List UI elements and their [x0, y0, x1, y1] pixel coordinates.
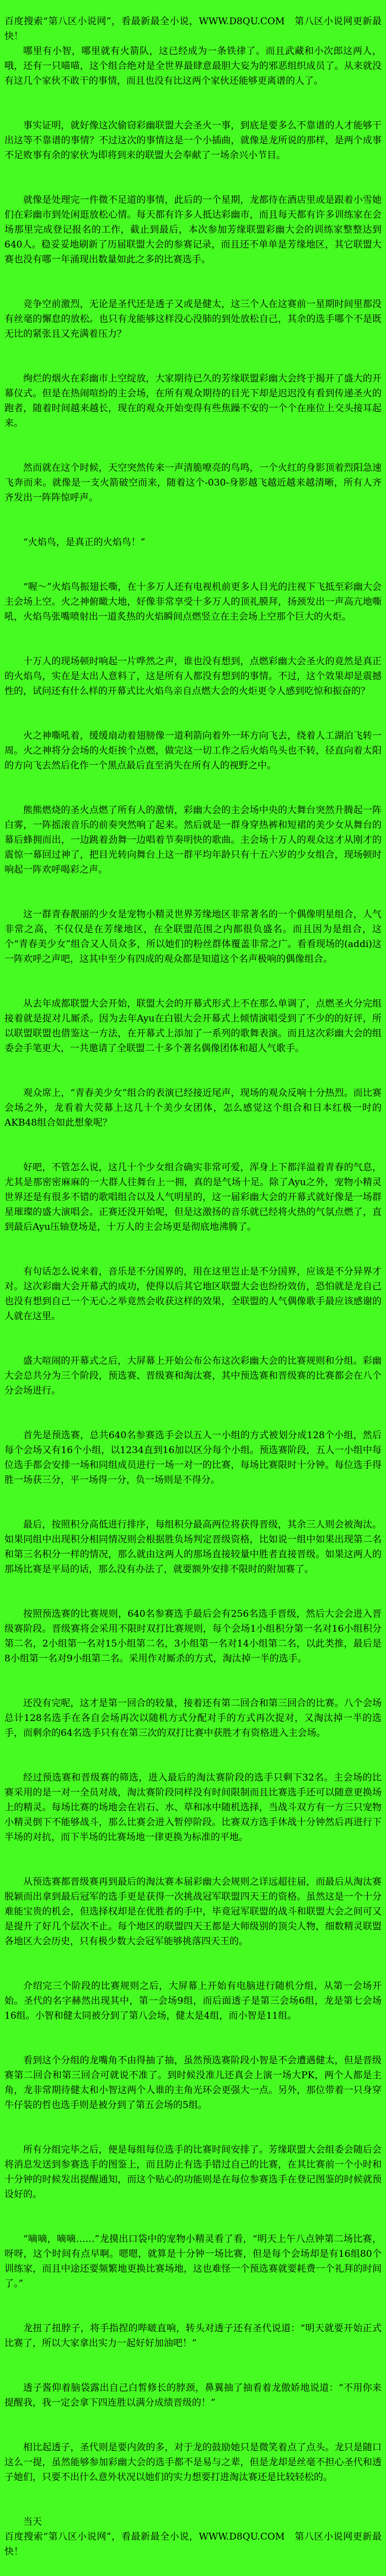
promo-header-line: 百度搜索“第八区小说网”，看最新最全小说，WWW.D8QU.COM 第八区小说网更新最快！	[4, 16, 382, 42]
novel-paragraph: 看到这个分组的龙嘴角不由得抽了抽，虽然预选赛阶段小智是不会遭遇健太，但是晋级赛第二回合和第三回合可就说不准了。到时候没准儿还真会上演一场大PK，两个人都是主角，龙非常期待健太和小智这两个人谁的主角光环会更强大一点。另外，那位带着一只身穿牛仔装的哲也选手则是被分到了第五会场的5组。	[4, 2055, 382, 2111]
novel-paragraph: 按照预选赛的比赛规则，640名参赛选手最后会有256名选手晋级，然后大会会进入晋级赛阶段。晋级赛将会采用不限时双打比赛规则，每个会场1小组积分第一名对16小组积分第二名，2小组第一名对15小组第二名，3小组第一名对14小组第二名，以此类推，最后是8小组第一名对9小组第二名。采用作对厮杀的方式，淘汰掉一半的选手。	[4, 1609, 382, 1664]
novel-paragraph: 从去年成都联盟大会开始，联盟大会的开幕式形式上不在那么单调了，点燃圣火分完组接着就是捉对儿厮杀。因为去年Ayu在白银大会开幕式上倾情演唱受到了不少的的好评，所以联盟联盟也借鉴这一方法，在开幕式上添加了一系列的歌舞表演。而且这次彩幽大会的组委会手笔更大，一共邀请了全联盟二十多个著名偶像团体和超人气歌手。	[4, 998, 382, 1054]
novel-paragraph: 还没有完呢，这才是第一回合的较量，接着还有第二回合和第三回合的比赛。八个会场总计128名选手在各自会场再次以随机方式分配对手的方式再次捉对，又淘汰掉一半的选手，而剩余的64名选手只有在第三次的双打比赛中获胜才有资格进入主会场。	[4, 1698, 382, 1739]
novel-paragraph: 哪里有小智，哪里就有火箭队，这已经成为一条铁律了。而且武藏和小次郎这两人，哦，还有一只喵喵，这个组合绝对是全世界最肆意最胆大妄为的邪恶组织成员了。从来就没有这几个家伙不敢干的事情，而且也没有比这两个家伙还能够更离谱的人了。	[4, 46, 382, 87]
novel-paragraph: 有句话怎么说来着，音乐是不分国界的，用在这里岂止是不分国界，应该是不分异界才对。这次彩幽大会开幕式的成功，使得以后其它地区联盟大会也纷纷效仿，恐怕就是龙自己也没有想到自己一个无心之举竟然会收获这样的效果，全联盟的人气偶像歌手最应该感谢的人就在这里。	[4, 1266, 382, 1322]
novel-paragraph: 这一群青春靓丽的少女是宠物小精灵世界芳缘地区非常著名的一个偶像明星组合，人气非常之高，不仅仅是在芳缘地区，在全联盟范围之内都很负盛名。而且因为是组合，这个“青春美少女”组合又人员众多，所以她们的粉丝群体覆盖非常之广。看看现场的(addi)这一阵欢呼之声吧，这其中至少有四成的观众都是知道这个名声极响的偶像组合。	[4, 909, 382, 965]
novel-paragraph: 相比起透子，圣代则是要内敛的多，对于龙的鼓励她只是微笑着点了点头。龙只是随口这么一提，虽然能够参加彩幽大会的选手都不是易与之辈，但是龙却是丝毫不担心圣代和透子她们，只要不出什么意外状况以她们的实力想要打进淘汰赛还是比较轻松的。	[4, 2442, 382, 2483]
novel-paragraphs	[4, 44, 382, 2485]
novel-paragraph: 所有分组完毕之后，便是每组每位选手的比赛时间安排了。芳缘联盟大会组委会随后会将消息发送到参赛选手的图鉴上，而且防止有选手错过自己的比赛，在其比赛前一个小时和十分钟的时候发出提醒通知，而这个贴心的功能则是在每位参赛选手在登记图鉴的时候就预设好的。	[4, 2144, 382, 2200]
novel-paragraph: 十万人的现场顿时响起一片哗然之声，谁也没有想到，点燃彩幽大会圣火的竟然是真正的火焰鸟，实在是太出人意料了，这是所有人都没有想到的事情。不过，这个效果却是震撼性的，试问还有什么样的开幕式比火焰鸟亲自点燃大会的火炬更令人感到吃惊和振奋的？	[4, 656, 382, 697]
novel-paragraph: “火焰鸟，是真正的火焰鸟！”	[23, 537, 146, 548]
novel-paragraph: 就像是处理完一件微不足道的事情，此后的一个星期，龙都待在酒店里或是跟着小雪她们在彩幽市到处闲逛放松心情。每天都有许多人抵达彩幽市，而且每天都有许多训练家在会场那里完成登记报名的工作，截止到最后，本次参加芳缘联盟彩幽大会的训练家整整达到640人。稳妥妥地刷新了历届联盟大会的参赛记录，而且还不单单是芳缘地区，其它联盟大赛也没有哪一年涌现出数量如此之多的比赛选手。	[4, 195, 382, 265]
novel-paragraph: 好吧，不管怎么说，这几十个少女组合确实非常可爱，浑身上下都洋溢着青春的气息，尤其是那密密麻麻的一大群人往舞台上一拥，真的是气场十足。除了Ayu之外，宠物小精灵世界还是有很多不错的歌唱组合以及人气明星的，这一届彩幽大会的开幕式就好像是一场群星璀璨的盛大演唱会。正赛还没开始呢，但是这激扬的音乐就已经将火热的气氛点燃了，直到最后Ayu压轴登场是，十万人的主会场更是彻底地沸腾了。	[4, 1162, 382, 1233]
novel-paragraph: 盛大喧闹的开幕式之后，大屏幕上开始公布公布这次彩幽大会的比赛规则和分组。彩幽大会总共分为三个阶段，预选赛、晋级赛和淘汰赛，其中预选赛和晋级赛的比赛都会在八个分会场进行。	[4, 1356, 382, 1396]
novel-paragraph: 从预选赛都晋级赛再到最后的淘汰赛本届彩幽大会规则之详远超往届，而最后从淘汰赛脱颖而出拿到最后冠军的选手更是获得一次挑战冠军联盟四天王的资格。虽然这是一个十分难能宝贵的机会，但选择权却是在优胜者的手中，毕竟冠军联盟的战斗和联盟大会之间可又是提升了好几个层次不止。每个地区的联盟四天王都是大师级别的顶尖人物，细数精灵联盟各地区大会历史，只有极少数大会冠军能够挑落四天王的。	[4, 1876, 382, 1947]
closing-line: 当天	[23, 2516, 42, 2527]
novel-paragraph: 龙扭了扭脖子，将手指捏的哔啵直响，转头对透子还有圣代说道：“明天就要开始正式比赛了，所以大家拿出实力一起好好加油吧！”	[4, 2323, 382, 2349]
novel-paragraph: “嘀嘀，嘀嘀……”龙摸出口袋中的宠物小精灵看了看，“明天上午八点钟第二场比赛，呀呀，这个时间有点早啊。嗯嗯，就算是十分钟一场比赛，但是每个会场却是有16组80个训练家，而且中途还要频繁地更换比赛场地，这也难怪一个预选赛就要耗费一个礼拜的时间了。”	[4, 2234, 382, 2289]
novel-paragraph: 然而就在这个时候，天空突然传来一声清脆嘹亮的鸟鸣，一个火红的身影顶着烈阳急速飞奔而来。就像是一支火箭破空而来，随着这个-030-身影越飞越近越来越清晰，所有人齐齐发出一阵阵惊呼声。	[4, 463, 382, 503]
novel-paragraph: 经过预选赛和晋级赛的筛选，进入最后的淘汰赛阶段的选手只剩下32名。主会场的比赛采用的是一对一全员对战，淘汰赛阶段同样没有时间限制而且比赛选手还可以随意更换场上的精灵。每场比赛的场地会在岩石、水、草和冰中随机选择，当战斗双方有一方三只宠物小精灵倒下不能够战斗，那么比赛会进入暂停阶段。比赛双方选手休战十分钟然后再进行下半场的对抗，而下半场的比赛场地一律更换为标准的平地。	[4, 1772, 382, 1843]
novel-paragraph: 熊熊燃烧的圣火点燃了所有人的激情，彩幽大会的主会场中央的大舞台突然升腾起一阵白雾，一阵摇滚音乐的前奏突然响了起来。然后就是一群身穿热裤和短裙的美少女从舞台的幕后蜂拥而出，一边跳着劲舞一边唱着节奏明快的歌曲。主会场十万人的观众这才从刚才的震惊一幕回过神了，把目光转向舞台上这一群平均年龄只有十五六岁的少女组合，现场顿时响起一阵欢呼喝彩之声。	[4, 805, 382, 875]
novel-paragraph: “喔～”火焰鸟振翅长嘶，在十多万人还有电视机前更多人目光的注视下飞抵至彩幽大会主会场上空。火之神俯瞰大地，好像非常享受十多万人的顶礼膜拜，扬颈发出一声高亢地嘶吼，火焰鸟张嘴喷射出一道炙热的火焰瞬间点燃竖立在主会场上空那个巨大的火炬。	[4, 582, 382, 622]
novel-paragraph: 绚烂的烟火在彩幽市上空绽放，大家期待已久的芳缘联盟彩幽大会终于揭开了盛大的开幕仪式。但是在热闹喧纷的主会场，在所有观众期待的目光下却是迟迟没有看到传递圣火的跑者，随着时间越来越长，现在的观众开始变得有些焦躁不安的一个个在座位上交头接耳起来。	[4, 373, 382, 429]
novel-paragraph: 首先是预选赛，总共640名参赛选手会以五人一小组的方式被划分成128个小组，然后每个会场又有16个小组，以1234直到16加以区分每个小组。预选赛阶段，五人一小组中每位选手都会安排一场和同组成员进行一场一对一的比赛，每场比赛限时十分钟。每位选手得胜一场获三分，平一场得一分，负一场则是不得分。	[4, 1430, 382, 1486]
novel-paragraph: 透子酱仰着脑袋露出自己白皙修长的脖颈，鼻翼抽了抽看着龙傲娇地说道：“不用你来提醒我，我一定会拿下四连胜以满分成绩晋级的！”	[4, 2383, 382, 2408]
novel-paragraph: 介绍完三个阶段的比赛规则之后，大屏幕上开始有电脑进行随机分组，从第一会场开始。圣代的名字赫然出现其中，第一会场9组，而后面透子是第三会场6组，龙是第七会场16组。小智和健太同被分到了第八会场，健太是4组，而小智是11组。	[4, 1981, 382, 2021]
novel-paragraph: 事实证明，就好像这次偷窃彩幽联盟大会圣火一事，到底是要多么不靠谱的人才能够干出这等不靠谱的事情？不过这次的事情这是一个小插曲，就像是龙所说的那样，是两个成事不足败事有余的家伙为即将到来的联盟大会奉献了一场余兴小节目。	[4, 120, 382, 161]
novel-paragraph: 观众席上，“青春美少女”组合的表演已经接近尾声，现场的观众反响十分热烈。而比赛会场之外，龙看着大荧幕上这几十个美少女团体，怎么感觉这个组合和日本红极一时的AKB48组合如此想象呢？	[4, 1088, 382, 1128]
novel-paragraph: 最后，按照积分高低进行排序，每组积分最高两位将获得晋级，其余三人则会被淘汰。如果同组中出现积分相同情况则会根据胜负场判定晋级资格，比如说一组中如果出现第二名和第三名积分一样的情况，那么就由这两人的那场直接较量中胜者直接晋级。如果这两人的那场比赛是平局的话，那么没有办法了，就要额外安排不限时的附加赛了。	[4, 1519, 382, 1575]
novel-paragraph: 火之神嘶吼着，缓缓扇动着翅膀像一道利箭向着外一环方向飞去，绕着人工湖泊飞转一周。火之神将分会场的火炬挨个点燃，做完这一切工作之后火焰鸟头也不转，径直向着太阳的方向飞去然后化作一个黑点最后直至消失在所有人的视野之中。	[4, 730, 382, 771]
promo-footer-line: 百度搜索“第八区小说网”，看最新最全小说，WWW.D8QU.COM 第八区小说网更新最快！	[4, 2531, 382, 2557]
novel-paragraph: 竞争空前激烈，无论是圣代还是透子又或是健太，这三个人在这赛前一星期时间里都没有丝毫的懈怠的放松。也只有龙能够这样没心没肺的到处放松自己，其余的选手哪个不是既无比的紧张且又充满着压力？	[4, 299, 382, 340]
